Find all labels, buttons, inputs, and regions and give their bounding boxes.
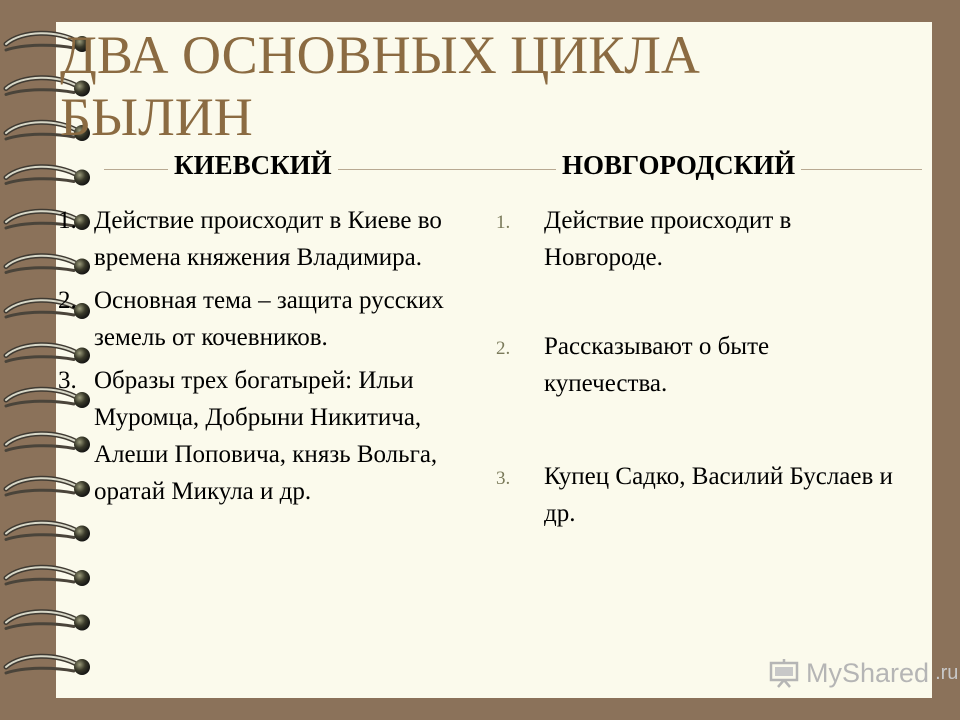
list-item <box>496 328 896 458</box>
list-item-number: 1. <box>496 212 511 233</box>
list-item-text: Рассказывают о быте купечества. <box>544 333 770 397</box>
binding-ring <box>6 567 90 586</box>
column-heading-kiev: КИЕВСКИЙ <box>168 147 338 183</box>
watermark-ext: .ru <box>935 661 959 684</box>
list-item-text: Основная тема – защита русских земель от кочевников. <box>94 287 444 351</box>
novgorod-cycle-list <box>496 202 896 532</box>
slide-title: ДВА ОСНОВНЫХ ЦИКЛА БЫЛИН <box>60 25 700 147</box>
list-item-number: 1. <box>58 207 77 234</box>
binding-ring <box>6 167 90 186</box>
list-item-number: 2. <box>496 338 511 359</box>
list-item <box>58 362 468 510</box>
list-item-text: Действие происходит в Новгороде. <box>544 207 792 271</box>
binding-ring <box>6 523 90 542</box>
watermark-logo <box>768 655 958 691</box>
watermark-name: MyShared <box>806 657 930 688</box>
list-item <box>58 282 468 356</box>
list-item <box>496 458 896 532</box>
list-item-number: 3. <box>58 367 77 394</box>
presentation-icon <box>768 658 800 688</box>
list-item-text: Купец Садко, Василий Буслаев и др. <box>544 463 893 527</box>
list-item-number: 2. <box>58 287 77 314</box>
kiev-cycle-list <box>58 202 468 516</box>
binding-ring <box>6 656 90 675</box>
list-item-text: Образы трех богатырей: Ильи Муромца, Добрыни Никитича, Алеши Поповича, князь Вольга, оратай Микула и др. <box>94 367 438 505</box>
column-heading-novgorod: НОВГОРОДСКИЙ <box>556 147 801 183</box>
list-item <box>58 202 468 276</box>
list-item-number: 3. <box>496 468 511 489</box>
binding-ring <box>6 612 90 631</box>
list-item-text: Действие происходит в Киеве во времена княжения Владимира. <box>94 207 442 271</box>
list-item <box>496 202 896 328</box>
